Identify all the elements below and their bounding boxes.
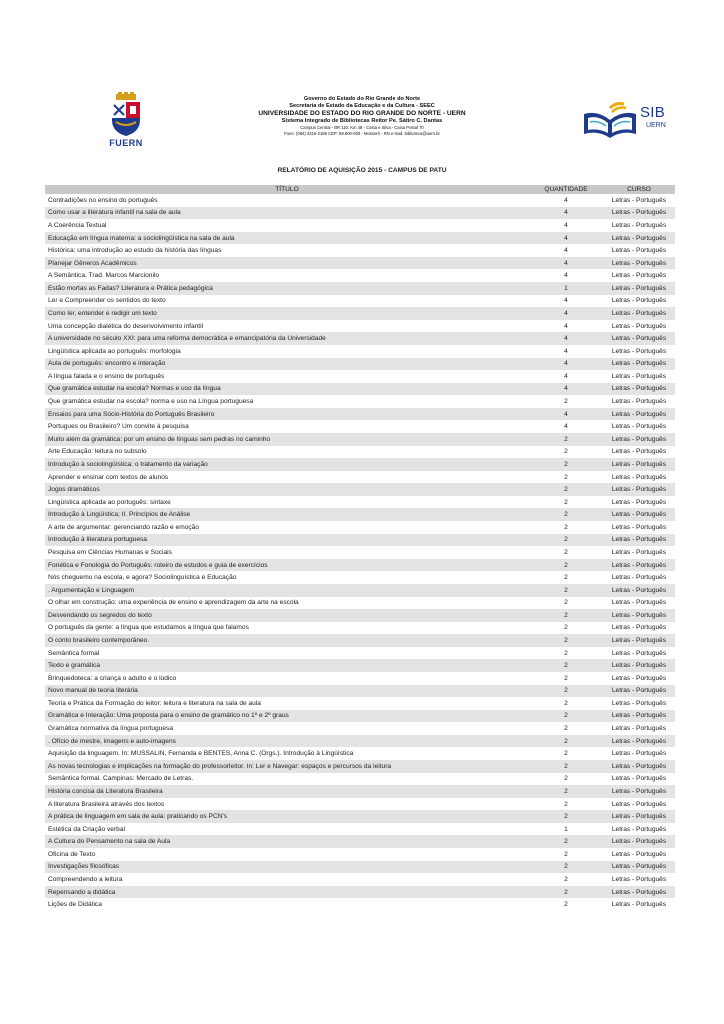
cell-curso: Letras - Português (611, 548, 667, 556)
table-row (45, 609, 675, 622)
cell-curso: Letras - Português (603, 282, 675, 295)
cell-curso: Letras - Português (603, 760, 675, 773)
cell-titulo: Teoria e Prática da Formação do leitor: leitura e literatura na sala de aula (48, 699, 261, 707)
cell-quantidade: 2 (564, 448, 568, 456)
table-body (45, 194, 675, 911)
table-row (45, 370, 675, 383)
report-title: RELATÓRIO DE AQUISIÇÃO 2015 - CAMPUS DE PATU (277, 167, 447, 174)
cell-curso: Letras - Português (603, 609, 675, 622)
cell-curso: Letras - Português (611, 574, 667, 582)
table-row (45, 458, 675, 471)
cell-quantidade: 2 (564, 850, 568, 858)
cell-titulo: Arte Educação: leitura no subsolo (48, 448, 147, 456)
header-line-5: Campus Central - BR 110, Km 48 - Costa e Silva - Caixa Postal 70 (300, 125, 424, 130)
cell-quantidade: 4 (529, 232, 603, 245)
table-row (45, 232, 675, 245)
cell-quantidade: 2 (564, 649, 568, 657)
open-book-icon (580, 100, 640, 140)
table-row (45, 219, 675, 232)
cell-quantidade: 2 (564, 498, 568, 506)
cell-titulo: Educação em língua materna: a sociolingüística na sala de aula (45, 232, 529, 245)
cell-quantidade: 4 (564, 372, 568, 380)
cell-curso: Letras - Português (603, 584, 675, 597)
cell-titulo: Semântica formal. Campinas: Mercado de Letras. (48, 775, 194, 783)
cell-titulo: A Coerência Textual (48, 221, 107, 229)
cell-titulo: . Argumentação e Linguagem (45, 584, 529, 597)
cell-quantidade: 1 (564, 825, 568, 833)
table-row (45, 471, 675, 484)
table-row (45, 446, 675, 459)
cell-titulo: . Ofício de mestre, imagens e auto-imagens (45, 735, 529, 748)
table-row (45, 483, 675, 496)
table-row (45, 257, 675, 270)
cell-titulo: Oficina de Texto (48, 850, 96, 858)
table-row (45, 395, 675, 408)
cell-quantidade: 4 (529, 207, 603, 220)
cell-curso: Letras - Português (603, 685, 675, 698)
cell-titulo: Como ler, entender e redigir um texto (45, 307, 529, 320)
cell-quantidade: 4 (529, 257, 603, 270)
cell-titulo: Gramática e Interação: Uma proposta para o ensino de gramático no 1º e 2º graus (45, 710, 529, 723)
cell-titulo: Muito além da gramática: por um ensino de línguas sem pedras no caminho (45, 433, 529, 446)
cell-titulo: Texto e gramática (45, 659, 529, 672)
header-line-6: Fone: (084) 3315-2189 CEP: 59.600-000 - Mossoró - RN e-mail: biblioteca@uern.br (284, 131, 440, 136)
table-row (45, 760, 675, 773)
column-header-titulo: TÍTULO (45, 185, 529, 194)
cell-titulo: Como usar a literatura infantil na sala de aula (45, 207, 529, 220)
table-row (45, 332, 675, 345)
cell-quantidade: 2 (529, 810, 603, 823)
cell-quantidade: 4 (529, 332, 603, 345)
cell-titulo: Que gramática estudar na escola? Normas e uso da língua (45, 383, 529, 396)
cell-quantidade: 2 (564, 901, 568, 909)
cell-quantidade: 2 (529, 609, 603, 622)
cell-titulo: Estão mortas as Fadas? Literatura e Prática pedagógica (45, 282, 529, 295)
cell-curso: Letras - Português (603, 785, 675, 798)
table-row (45, 345, 675, 358)
cell-quantidade: 2 (529, 659, 603, 672)
cell-quantidade: 1 (529, 282, 603, 295)
cell-quantidade: 2 (564, 725, 568, 733)
table-row (45, 584, 675, 597)
table-row (45, 559, 675, 572)
cell-quantidade: 2 (529, 785, 603, 798)
cell-titulo: A Semântica. Trad. Marcos Marcionilo (48, 272, 160, 280)
cell-titulo: A universidade no século XXI: para uma reforma democrática e emancipatória da Universidade (45, 332, 529, 345)
cell-quantidade: 2 (564, 624, 568, 632)
cell-quantidade: 4 (564, 196, 568, 204)
cell-curso: Letras - Português (603, 534, 675, 547)
cell-quantidade: 2 (564, 473, 568, 481)
cell-titulo: Lições de Didática (48, 901, 102, 909)
cell-quantidade: 2 (564, 574, 568, 582)
cell-titulo: As novas tecnologias e implicações na formação do professorleitor. In: Ler e Navegar: espaços e percursos da leitura (45, 760, 529, 773)
cell-curso: Letras - Português (603, 634, 675, 647)
cell-curso: Letras - Português (603, 458, 675, 471)
cell-quantidade: 2 (564, 750, 568, 758)
acquisition-table (45, 185, 675, 911)
cell-quantidade: 2 (564, 876, 568, 883)
table-row (45, 622, 675, 635)
cell-curso: Letras - Português (603, 332, 675, 345)
cell-quantidade: 2 (529, 433, 603, 446)
cell-curso: Letras - Português (611, 901, 667, 909)
cell-curso: Letras - Português (603, 307, 675, 320)
table-row (45, 521, 675, 534)
cell-quantidade: 4 (564, 247, 568, 255)
table-header-row (45, 185, 675, 194)
cell-curso: Letras - Português (611, 473, 667, 481)
cell-quantidade: 2 (529, 634, 603, 647)
cell-titulo: A Cultura do Pensamento na sala de Aula (45, 835, 529, 848)
table-row (45, 685, 675, 698)
table-row (45, 508, 675, 521)
cell-titulo: Aquisição da linguagem. In: MUSSALIN, Fernanda e BENTES, Anna C. (Orgs.). Introdução à Lingüística (48, 750, 354, 758)
cell-curso: Letras - Português (603, 358, 675, 371)
cell-titulo: História concisa da Literatura Brasileira (45, 785, 529, 798)
cell-curso: Letras - Português (603, 735, 675, 748)
cell-titulo: O olhar em construção: uma experiência de ensino e aprendizagem da arte na escola (48, 599, 299, 607)
table-row (45, 546, 675, 559)
cell-curso: Letras - Português (603, 483, 675, 496)
cell-curso: Letras - Português (603, 408, 675, 421)
table-row (45, 269, 675, 282)
cell-titulo: Lingüística aplicada ao português: sintaxe (48, 498, 171, 506)
cell-curso: Letras - Português (603, 835, 675, 848)
cell-curso: Letras - Português (611, 398, 667, 406)
table-row (45, 433, 675, 446)
cell-quantidade: 2 (564, 398, 568, 406)
table-row (45, 244, 675, 257)
cell-titulo: Lingüística aplicada ao português: morfologia (48, 347, 181, 355)
table-row (45, 898, 675, 911)
cell-titulo: Que gramática estudar na escola? norma e uso na Língua portuguesa (48, 398, 254, 406)
cell-quantidade: 2 (529, 886, 603, 899)
table-row (45, 597, 675, 610)
table-row (45, 496, 675, 509)
header-line-4: Sistema Integrado de Bibliotecas Reitor Pe. Sátiro C. Dantas (281, 118, 443, 124)
cell-titulo: A prática de linguagem em sala de aula: praticando os PCN's (45, 810, 529, 823)
cell-curso: Letras - Português (603, 861, 675, 874)
cell-titulo: O conto brasileiro contemporâneo. (45, 634, 529, 647)
table-row (45, 320, 675, 333)
header-line-2: Secretaria de Estado da Educação e da Cultura - SEEC (289, 103, 435, 109)
cell-quantidade: 2 (529, 584, 603, 597)
cell-titulo: Compreendendo a leitura (48, 876, 123, 883)
cell-quantidade: 2 (529, 735, 603, 748)
table-row (45, 697, 675, 710)
cell-quantidade: 4 (564, 347, 568, 355)
cell-quantidade: 2 (529, 685, 603, 698)
table-row (45, 810, 675, 823)
cell-titulo: Fonética e Fonologia do Português: roteiro de estudos e guia de exercícios (45, 559, 529, 572)
cell-curso: Letras - Português (611, 448, 667, 456)
cell-curso: Letras - Português (611, 674, 667, 682)
cell-titulo: Semântica formal (48, 649, 100, 657)
cell-titulo: Introdução à literatura portuguesa (45, 534, 529, 547)
cell-quantidade: 2 (564, 699, 568, 707)
cell-curso: Letras - Português (611, 649, 667, 657)
cell-titulo: Ensaios para uma Sócio-História do Português Brasileiro (45, 408, 529, 421)
table-row (45, 835, 675, 848)
cell-titulo: Portugues ou Brasileiro? Um convite à pesquisa (48, 423, 189, 431)
cell-quantidade: 2 (529, 559, 603, 572)
cell-quantidade: 4 (529, 408, 603, 421)
table-row (45, 408, 675, 421)
cell-curso: Letras - Português (611, 775, 667, 783)
cell-titulo: Repensando a didática (45, 886, 529, 899)
fuern-logo-text: FUERN (109, 138, 143, 148)
table-row (45, 207, 675, 220)
cell-curso: Letras - Português (611, 850, 667, 858)
table-row (45, 722, 675, 735)
cell-curso: Letras - Português (611, 699, 667, 707)
cell-titulo: Introdução à Lingüística; II. Princípios de Análise (45, 508, 529, 521)
table-row (45, 710, 675, 723)
cell-curso: Letras - Português (611, 750, 667, 758)
cell-curso: Letras - Português (611, 221, 667, 229)
table-row (45, 571, 675, 584)
cell-titulo: Ler e Compreender os sentidos do texto (48, 297, 166, 305)
cell-titulo: A arte de argumentar: gerenciando razão e emoção (48, 523, 200, 531)
table-row (45, 672, 675, 685)
cell-titulo: Gramática normativa da língua portuguesa (48, 725, 173, 733)
table-row (45, 873, 675, 886)
cell-titulo: Desvendando os segredos do texto (45, 609, 529, 622)
sib-uern-logo (580, 100, 672, 144)
table-row (45, 634, 675, 647)
institution-header (230, 96, 494, 137)
header-line-3: UNIVERSIDADE DO ESTADO DO RIO GRANDE DO NORTE - UERN (258, 110, 466, 117)
cell-quantidade: 2 (564, 775, 568, 783)
cell-curso: Letras - Português (611, 523, 667, 531)
cell-quantidade: 2 (564, 599, 568, 607)
cell-titulo: Nós cheguemu na escola, e agora? Sociolinguística e Educação (48, 574, 237, 582)
table-row (45, 534, 675, 547)
cell-quantidade: 2 (564, 674, 568, 682)
cell-quantidade: 2 (529, 835, 603, 848)
cell-quantidade: 2 (564, 523, 568, 531)
cell-quantidade: 4 (529, 383, 603, 396)
cell-quantidade: 2 (529, 483, 603, 496)
cell-titulo: Pesquisa em Ciências Humanas e Sociais (48, 548, 172, 556)
cell-quantidade: 4 (529, 307, 603, 320)
table-row (45, 647, 675, 660)
table-row (45, 383, 675, 396)
cell-titulo: Investigações filosóficas (45, 861, 529, 874)
table-row (45, 307, 675, 320)
cell-quantidade: 2 (564, 800, 568, 808)
table-row (45, 848, 675, 861)
cell-curso: Letras - Português (611, 498, 667, 506)
uern-logo-text: UERN (646, 122, 666, 129)
table-row (45, 282, 675, 295)
cell-quantidade: 2 (529, 534, 603, 547)
cell-titulo: Uma concepção dialética do desenvolvimento infantil (48, 322, 204, 330)
cell-titulo: Aula de português: encontro e interação (45, 358, 529, 371)
cell-curso: Letras - Português (603, 257, 675, 270)
fuern-logo (104, 92, 148, 150)
fuern-crest-icon (104, 92, 148, 136)
cell-curso: Letras - Português (603, 508, 675, 521)
cell-titulo: Jogos dramáticos (45, 483, 529, 496)
table-row (45, 194, 675, 207)
column-header-curso: CURSO (603, 185, 675, 194)
cell-curso: Letras - Português (603, 710, 675, 723)
cell-curso: Letras - Português (611, 800, 667, 808)
table-row (45, 295, 675, 308)
cell-quantidade: 4 (564, 322, 568, 330)
table-row (45, 773, 675, 786)
cell-quantidade: 4 (564, 297, 568, 305)
cell-curso: Letras - Português (603, 232, 675, 245)
cell-quantidade: 2 (529, 861, 603, 874)
table-row (45, 886, 675, 899)
cell-curso: Letras - Português (611, 825, 667, 833)
table-row (45, 747, 675, 760)
cell-curso: Letras - Português (603, 207, 675, 220)
cell-curso: Letras - Português (611, 372, 667, 380)
cell-titulo: Novo manual de teoria literária (45, 685, 529, 698)
cell-quantidade: 2 (529, 458, 603, 471)
cell-curso: Letras - Português (611, 423, 667, 431)
table-row (45, 358, 675, 371)
cell-quantidade: 4 (564, 272, 568, 280)
cell-curso: Letras - Português (603, 383, 675, 396)
cell-quantidade: 2 (564, 548, 568, 556)
cell-curso: Letras - Português (603, 886, 675, 899)
cell-titulo: A língua falada e o ensino de português (48, 372, 165, 380)
cell-titulo: O português da gente: a língua que estudamos a língua que falamos (48, 624, 249, 632)
cell-curso: Letras - Português (611, 599, 667, 607)
cell-titulo: A literatura Brasileira através dos textos (48, 800, 165, 808)
table-row (45, 735, 675, 748)
cell-titulo: Contradições no ensino do português (48, 196, 158, 204)
sib-logo-text: SIB (640, 104, 666, 121)
cell-curso: Letras - Português (603, 433, 675, 446)
cell-curso: Letras - Português (611, 624, 667, 632)
table-row (45, 785, 675, 798)
cell-curso: Letras - Português (603, 659, 675, 672)
cell-curso: Letras - Português (611, 196, 667, 204)
cell-quantidade: 4 (564, 423, 568, 431)
table-row (45, 823, 675, 836)
cell-curso: Letras - Português (611, 347, 667, 355)
cell-quantidade: 4 (564, 221, 568, 229)
column-header-quantidade: QUANTIDADE (529, 185, 603, 194)
header-line-1: Governo do Estado do Rio Grande do Norte (303, 96, 421, 102)
cell-titulo: Estética da Criação verbal (48, 825, 125, 833)
table-row (45, 798, 675, 811)
cell-curso: Letras - Português (611, 725, 667, 733)
cell-titulo: Brinquedoteca: a criança o adulto e o lúdico (48, 674, 177, 682)
cell-quantidade: 2 (529, 710, 603, 723)
cell-titulo: Planejar Gêneros Acadêmicos (45, 257, 529, 270)
table-row (45, 659, 675, 672)
table-row (45, 420, 675, 433)
table-row (45, 861, 675, 874)
cell-curso: Letras - Português (603, 810, 675, 823)
cell-titulo: Aprender e ensinar com textos de alunos (48, 473, 169, 481)
cell-curso: Letras - Português (611, 272, 667, 280)
cell-titulo: Histórica: uma introdução ao estudo da história das línguas (48, 247, 222, 255)
cell-curso: Letras - Português (611, 247, 667, 255)
cell-quantidade: 2 (529, 760, 603, 773)
cell-titulo: Introdução à sociolingüística: o tratamento da variação (45, 458, 529, 471)
cell-quantidade: 2 (529, 508, 603, 521)
cell-curso: Letras - Português (603, 559, 675, 572)
cell-curso: Letras - Português (611, 322, 667, 330)
cell-curso: Letras - Português (611, 876, 667, 883)
cell-curso: Letras - Português (611, 297, 667, 305)
cell-quantidade: 4 (529, 358, 603, 371)
